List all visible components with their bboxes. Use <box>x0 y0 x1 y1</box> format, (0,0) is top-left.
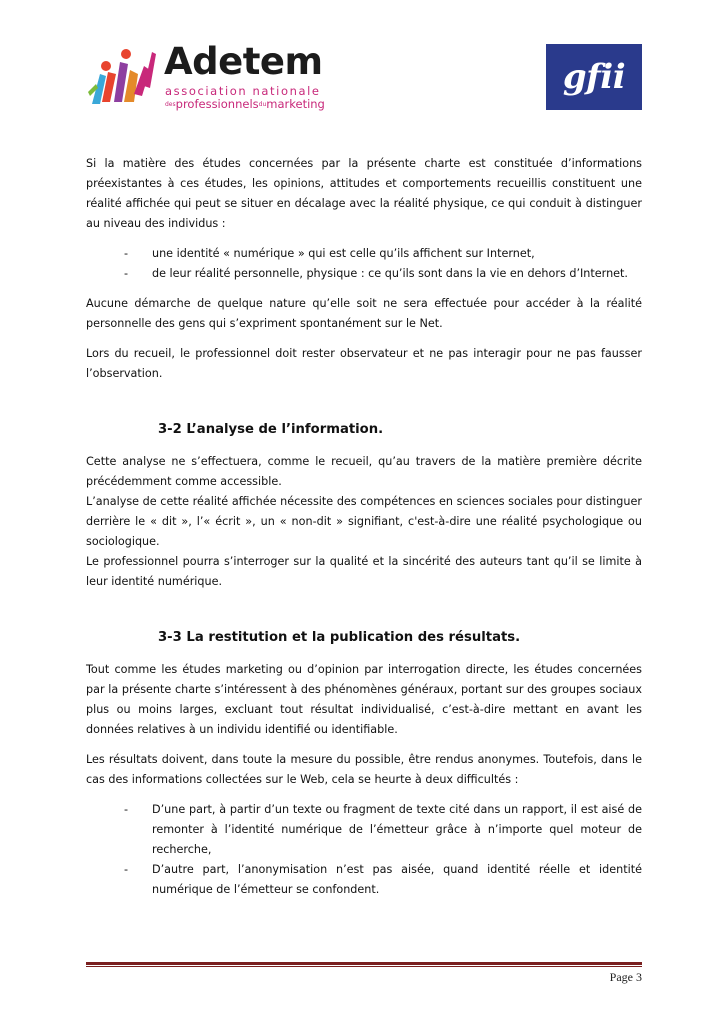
adetem-tagline-2-mid: du <box>258 101 267 108</box>
section-3-2-number: 3-2 <box>158 422 182 437</box>
list-item: - une identité « numérique » qui est celle qu’ils affichent sur Internet, <box>124 244 642 264</box>
intro-paragraph-2: Aucune démarche de quelque nature qu’elle soit ne sera effectuée pour accéder à la réalité personnelle des gens qui s’expriment spontanément sur le Net. <box>86 297 642 330</box>
list-item: - D’une part, à partir d’un texte ou fragment de texte cité dans un rapport, il est aisé de remonter à l’identité numérique de l’émetteur grâce à n’importe quel moteur de recherche, <box>124 800 642 860</box>
section-3-3-paragraph-1: Tout comme les études marketing ou d’opinion par interrogation directe, les études concernées par la présente charte s’intéressent à des phénomènes généraux, portant sur des groupes sociaux plus ou moins larges, excluant tout résultat individualisé, c’est-à-dire mettant en avant les données relatives à un individu identifié ou identifiable. <box>86 663 642 736</box>
intro-paragraph-1: Si la matière des études concernées par la présente charte est constituée d’informations préexistantes à ces études, les opinions, attitudes et comportements recueillis constituent une réalité affichée qui peut se situer en décalage avec la réalité physique, ce qui conduit à distinguer au niveau des individus : <box>86 157 642 230</box>
section-3-2-heading <box>86 420 642 440</box>
section-3-3-heading <box>86 628 642 648</box>
list-item: - de leur réalité personnelle, physique : ce qu’ils sont dans la vie en dehors d’Internet. <box>124 264 642 284</box>
gfii-logo <box>546 44 642 110</box>
gfii-logo-text: gfii <box>562 57 626 97</box>
section-3-2-paragraph-1: Cette analyse ne s’effectuera, comme le recueil, qu’au travers de la matière première décrite précédemment comme accessible. <box>86 455 642 488</box>
adetem-tagline: association nationale <box>165 84 321 98</box>
adetem-tagline-2-main: professionnels <box>175 97 259 111</box>
intro-paragraph-3: Lors du recueil, le professionnel doit rester observateur et ne pas interagir pour ne pas fausser l’observation. <box>86 347 642 380</box>
intro-bullet-list <box>86 244 642 284</box>
section-3-3-title: La restitution et la publication des résultats. <box>186 630 521 645</box>
adetem-tagline-2 <box>165 97 325 111</box>
adetem-tagline-2-prefix: des <box>165 101 176 108</box>
document-body <box>86 154 642 910</box>
section-3-3-number: 3-3 <box>158 630 182 645</box>
page-number: Page 3 <box>609 970 642 984</box>
footer-rule <box>86 962 642 965</box>
adetem-logo <box>86 40 326 112</box>
adetem-figures-icon <box>86 44 158 106</box>
adetem-tagline-2-end: marketing <box>266 97 325 111</box>
section-3-2-paragraph-2: L’analyse de cette réalité affichée nécessite des compétences en sciences sociales pour distinguer derrière le « dit », l’« écrit », un « non-dit » signifiant, c'est-à-dire une réalité psychologique ou sociologique. <box>86 495 642 548</box>
section-3-3-paragraph-2: Les résultats doivent, dans toute la mesure du possible, être rendus anonymes. Toutefois, dans le cas des informations collectées sur le Web, cela se heurte à deux difficultés : <box>86 753 642 786</box>
adetem-name: Adetem <box>164 40 323 83</box>
footer-rule-thin <box>86 966 642 967</box>
section-3-2-paragraph-3: Le professionnel pourra s’interroger sur la qualité et la sincérité des auteurs tant qu’il se limite à leur identité numérique. <box>86 555 642 588</box>
section-3-3-bullet-list <box>86 800 642 900</box>
list-item: - D’autre part, l’anonymisation n’est pas aisée, quand identité réelle et identité numérique de l’émetteur se confondent. <box>124 860 642 900</box>
section-3-2-title: L’analyse de l’information. <box>186 422 384 437</box>
